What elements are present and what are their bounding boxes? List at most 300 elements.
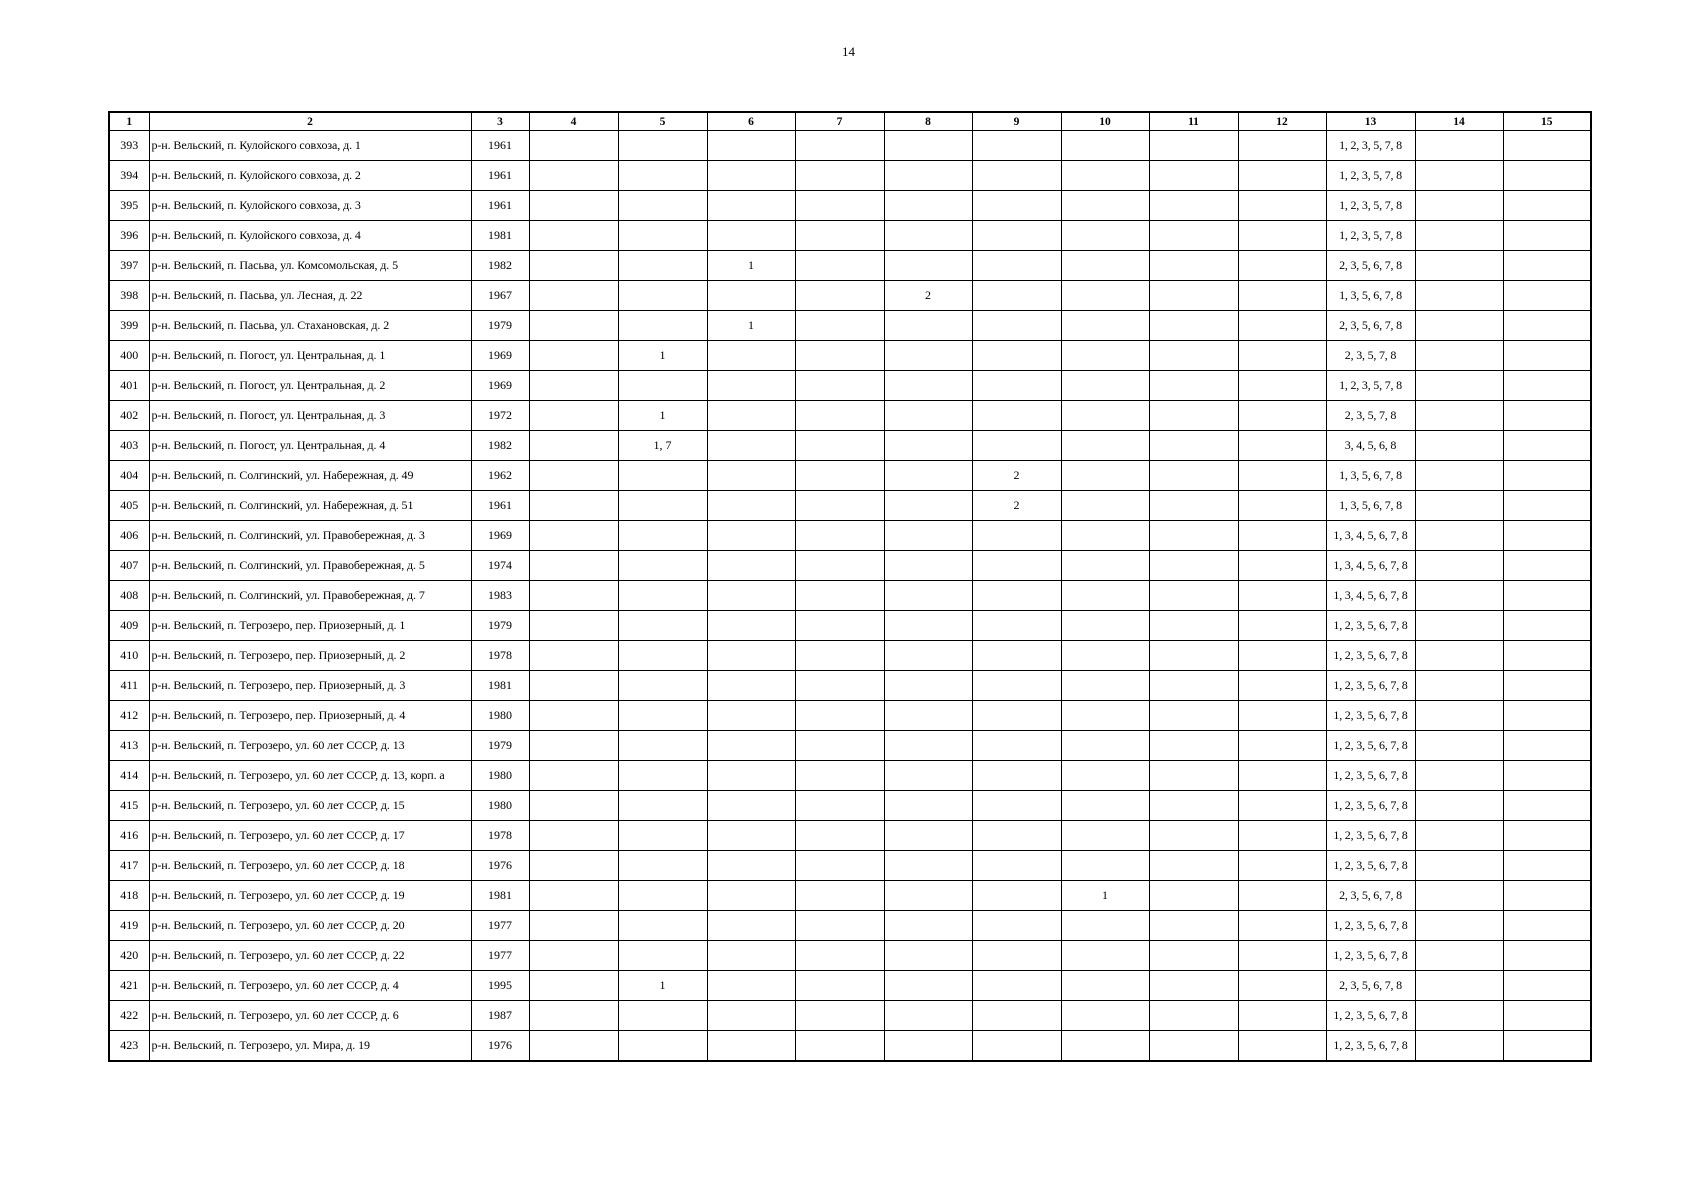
address-cell: р-н. Вельский, п. Тегрозеро, ул. 60 лет СССР, д. 19	[149, 881, 471, 911]
table-cell-col-11	[1149, 371, 1238, 401]
table-cell-col-15	[1503, 191, 1591, 221]
table-cell-col-6	[707, 1001, 795, 1031]
table-cell-col-4	[529, 911, 618, 941]
address-cell: р-н. Вельский, п. Тегрозеро, ул. 60 лет СССР, д. 17	[149, 821, 471, 851]
table-row	[109, 881, 1591, 911]
table-cell-col-12	[1238, 731, 1326, 761]
table-cell-col-15	[1503, 161, 1591, 191]
table-cell-col-4	[529, 161, 618, 191]
table-cell-col-9	[972, 881, 1061, 911]
table-cell-col-7	[795, 731, 884, 761]
table-cell-col-12	[1238, 191, 1326, 221]
table-cell-col-15	[1503, 641, 1591, 671]
table-cell-col-7	[795, 701, 884, 731]
table-cell-col-9	[972, 761, 1061, 791]
table-cell-col-12	[1238, 431, 1326, 461]
table-cell-col-10	[1061, 401, 1149, 431]
table-cell-col-12	[1238, 881, 1326, 911]
row-number-cell: 394	[109, 161, 149, 191]
table-cell-col-11	[1149, 941, 1238, 971]
table-cell-col-9	[972, 671, 1061, 701]
table-cell-col-11	[1149, 341, 1238, 371]
table-row	[109, 461, 1591, 491]
row-number-cell: 418	[109, 881, 149, 911]
table-cell-col-11	[1149, 131, 1238, 161]
table-cell-col-14	[1415, 641, 1503, 671]
table-cell-col-5: 1	[618, 971, 707, 1001]
table-cell-col-10	[1061, 521, 1149, 551]
year-cell: 1961	[471, 161, 529, 191]
table-cell-col-4	[529, 341, 618, 371]
table-cell-col-9	[972, 1001, 1061, 1031]
table-cell-col-12	[1238, 311, 1326, 341]
row-number-cell: 395	[109, 191, 149, 221]
table-cell-col-8	[884, 311, 972, 341]
table-cell-col-11	[1149, 761, 1238, 791]
table-cell-col-5	[618, 671, 707, 701]
codes-cell: 2, 3, 5, 7, 8	[1326, 401, 1415, 431]
table-cell-col-15	[1503, 881, 1591, 911]
table-cell-col-10	[1061, 1001, 1149, 1031]
table-cell-col-10	[1061, 551, 1149, 581]
table-row	[109, 311, 1591, 341]
row-number-cell: 421	[109, 971, 149, 1001]
column-header-1: 1	[109, 112, 149, 131]
table-row	[109, 581, 1591, 611]
table-cell-col-4	[529, 281, 618, 311]
codes-cell: 2, 3, 5, 6, 7, 8	[1326, 881, 1415, 911]
table-cell-col-14	[1415, 221, 1503, 251]
table-cell-col-15	[1503, 761, 1591, 791]
year-cell: 1976	[471, 1031, 529, 1062]
year-cell: 1980	[471, 701, 529, 731]
table-cell-col-9	[972, 401, 1061, 431]
table-cell-col-12	[1238, 641, 1326, 671]
table-cell-col-9	[972, 431, 1061, 461]
table-cell-col-6	[707, 221, 795, 251]
year-cell: 1987	[471, 1001, 529, 1031]
table-cell-col-7	[795, 581, 884, 611]
table-row	[109, 701, 1591, 731]
row-number-cell: 410	[109, 641, 149, 671]
table-cell-col-6	[707, 191, 795, 221]
table-cell-col-6	[707, 611, 795, 641]
table-cell-col-12	[1238, 1031, 1326, 1062]
column-header-12: 12	[1238, 112, 1326, 131]
table-cell-col-4	[529, 641, 618, 671]
table-row	[109, 611, 1591, 641]
table-cell-col-8	[884, 641, 972, 671]
table-cell-col-7	[795, 221, 884, 251]
table-cell-col-12	[1238, 611, 1326, 641]
row-number-cell: 405	[109, 491, 149, 521]
row-number-cell: 409	[109, 611, 149, 641]
year-cell: 1962	[471, 461, 529, 491]
table-cell-col-11	[1149, 191, 1238, 221]
table-row	[109, 1031, 1591, 1062]
table-cell-col-11	[1149, 701, 1238, 731]
table-cell-col-6	[707, 941, 795, 971]
table-cell-col-4	[529, 1031, 618, 1062]
year-cell: 1974	[471, 551, 529, 581]
table-cell-col-8	[884, 611, 972, 641]
column-header-14: 14	[1415, 112, 1503, 131]
table-cell-col-10	[1061, 161, 1149, 191]
table-cell-col-9	[972, 191, 1061, 221]
table-cell-col-4	[529, 611, 618, 641]
table-cell-col-9	[972, 581, 1061, 611]
table-cell-col-11	[1149, 281, 1238, 311]
table-cell-col-6: 1	[707, 251, 795, 281]
table-cell-col-5	[618, 1001, 707, 1031]
table-row	[109, 221, 1591, 251]
table-cell-col-11	[1149, 551, 1238, 581]
table-cell-col-8	[884, 1001, 972, 1031]
table-cell-col-7	[795, 191, 884, 221]
table-cell-col-9	[972, 341, 1061, 371]
table-cell-col-4	[529, 371, 618, 401]
table-cell-col-14	[1415, 821, 1503, 851]
table-cell-col-6	[707, 281, 795, 311]
address-cell: р-н. Вельский, п. Кулойского совхоза, д. 1	[149, 131, 471, 161]
column-header-13: 13	[1326, 112, 1415, 131]
table-cell-col-10	[1061, 611, 1149, 641]
year-cell: 1979	[471, 731, 529, 761]
table-cell-col-15	[1503, 671, 1591, 701]
table-cell-col-5: 1, 7	[618, 431, 707, 461]
table-cell-col-9: 2	[972, 461, 1061, 491]
table-cell-col-8	[884, 701, 972, 731]
table-cell-col-14	[1415, 1031, 1503, 1062]
column-header-8: 8	[884, 112, 972, 131]
table-cell-col-12	[1238, 341, 1326, 371]
row-number-cell: 399	[109, 311, 149, 341]
address-cell: р-н. Вельский, п. Тегрозеро, ул. Мира, д. 19	[149, 1031, 471, 1062]
row-number-cell: 411	[109, 671, 149, 701]
table-cell-col-14	[1415, 701, 1503, 731]
table-cell-col-5: 1	[618, 341, 707, 371]
table-cell-col-5	[618, 521, 707, 551]
table-row	[109, 131, 1591, 161]
table-cell-col-7	[795, 761, 884, 791]
table-cell-col-7	[795, 791, 884, 821]
column-header-9: 9	[972, 112, 1061, 131]
year-cell: 1978	[471, 641, 529, 671]
codes-cell: 1, 3, 4, 5, 6, 7, 8	[1326, 521, 1415, 551]
table-cell-col-4	[529, 821, 618, 851]
table-cell-col-4	[529, 851, 618, 881]
table-cell-col-10	[1061, 491, 1149, 521]
address-cell: р-н. Вельский, п. Пасьва, ул. Комсомольская, д. 5	[149, 251, 471, 281]
table-cell-col-8	[884, 521, 972, 551]
row-number-cell: 401	[109, 371, 149, 401]
table-cell-col-12	[1238, 971, 1326, 1001]
table-cell-col-6	[707, 731, 795, 761]
table-cell-col-14	[1415, 311, 1503, 341]
table-cell-col-9	[972, 791, 1061, 821]
column-header-4: 4	[529, 112, 618, 131]
table-cell-col-9	[972, 221, 1061, 251]
table-cell-col-7	[795, 311, 884, 341]
row-number-cell: 415	[109, 791, 149, 821]
address-cell: р-н. Вельский, п. Тегрозеро, ул. 60 лет СССР, д. 15	[149, 791, 471, 821]
table-cell-col-6	[707, 131, 795, 161]
table-cell-col-10	[1061, 641, 1149, 671]
row-number-cell: 406	[109, 521, 149, 551]
table-cell-col-15	[1503, 731, 1591, 761]
table-cell-col-4	[529, 761, 618, 791]
table-cell-col-14	[1415, 581, 1503, 611]
codes-cell: 1, 2, 3, 5, 6, 7, 8	[1326, 761, 1415, 791]
table-row	[109, 551, 1591, 581]
table-cell-col-4	[529, 551, 618, 581]
table-cell-col-9	[972, 251, 1061, 281]
table-cell-col-7	[795, 431, 884, 461]
table-cell-col-5	[618, 821, 707, 851]
table-cell-col-5	[618, 911, 707, 941]
table-cell-col-14	[1415, 1001, 1503, 1031]
table-cell-col-5	[618, 461, 707, 491]
table-body	[109, 131, 1591, 1062]
table-cell-col-15	[1503, 371, 1591, 401]
table-cell-col-9	[972, 611, 1061, 641]
address-cell: р-н. Вельский, п. Тегрозеро, пер. Приозерный, д. 3	[149, 671, 471, 701]
table-cell-col-11	[1149, 311, 1238, 341]
table-cell-col-5	[618, 371, 707, 401]
table-cell-col-6	[707, 641, 795, 671]
table-row	[109, 761, 1591, 791]
table-cell-col-7	[795, 551, 884, 581]
table-cell-col-7	[795, 941, 884, 971]
table-cell-col-5	[618, 761, 707, 791]
table-cell-col-8	[884, 851, 972, 881]
table-cell-col-14	[1415, 941, 1503, 971]
table-cell-col-4	[529, 221, 618, 251]
codes-cell: 1, 2, 3, 5, 6, 7, 8	[1326, 911, 1415, 941]
table-cell-col-8	[884, 911, 972, 941]
table-row	[109, 941, 1591, 971]
table-cell-col-12	[1238, 1001, 1326, 1031]
table-row	[109, 251, 1591, 281]
table-cell-col-9	[972, 641, 1061, 671]
year-cell: 1982	[471, 431, 529, 461]
table-cell-col-9	[972, 821, 1061, 851]
address-cell: р-н. Вельский, п. Солгинский, ул. Правобережная, д. 7	[149, 581, 471, 611]
table-cell-col-8	[884, 161, 972, 191]
table-cell-col-10	[1061, 581, 1149, 611]
table-cell-col-14	[1415, 671, 1503, 701]
table-cell-col-14	[1415, 761, 1503, 791]
address-cell: р-н. Вельский, п. Погост, ул. Центральная, д. 4	[149, 431, 471, 461]
table-cell-col-9	[972, 851, 1061, 881]
table-cell-col-6: 1	[707, 311, 795, 341]
table-cell-col-5: 1	[618, 401, 707, 431]
table-row	[109, 341, 1591, 371]
table-cell-col-6	[707, 701, 795, 731]
table-cell-col-7	[795, 341, 884, 371]
table-row	[109, 791, 1591, 821]
table-cell-col-11	[1149, 401, 1238, 431]
table-cell-col-12	[1238, 131, 1326, 161]
table-cell-col-15	[1503, 461, 1591, 491]
year-cell: 1981	[471, 221, 529, 251]
row-number-cell: 393	[109, 131, 149, 161]
table-cell-col-10	[1061, 191, 1149, 221]
table-cell-col-11	[1149, 851, 1238, 881]
table-cell-col-10	[1061, 461, 1149, 491]
address-cell: р-н. Вельский, п. Погост, ул. Центральная, д. 3	[149, 401, 471, 431]
table-cell-col-11	[1149, 911, 1238, 941]
codes-cell: 3, 4, 5, 6, 8	[1326, 431, 1415, 461]
table-cell-col-11	[1149, 611, 1238, 641]
table-cell-col-4	[529, 1001, 618, 1031]
table-cell-col-11	[1149, 731, 1238, 761]
codes-cell: 1, 2, 3, 5, 7, 8	[1326, 371, 1415, 401]
codes-cell: 1, 2, 3, 5, 6, 7, 8	[1326, 941, 1415, 971]
table-cell-col-5	[618, 191, 707, 221]
table-cell-col-15	[1503, 521, 1591, 551]
address-cell: р-н. Вельский, п. Солгинский, ул. Набережная, д. 51	[149, 491, 471, 521]
codes-cell: 1, 2, 3, 5, 6, 7, 8	[1326, 1031, 1415, 1062]
table-cell-col-7	[795, 641, 884, 671]
year-cell: 1981	[471, 671, 529, 701]
table-cell-col-9	[972, 521, 1061, 551]
table-row	[109, 431, 1591, 461]
table-cell-col-8	[884, 761, 972, 791]
address-cell: р-н. Вельский, п. Кулойского совхоза, д. 2	[149, 161, 471, 191]
table-cell-col-15	[1503, 1031, 1591, 1062]
table-cell-col-5	[618, 251, 707, 281]
table-cell-col-8	[884, 401, 972, 431]
table-cell-col-14	[1415, 191, 1503, 221]
page-number: 14	[842, 44, 855, 59]
address-cell: р-н. Вельский, п. Пасьва, ул. Стахановская, д. 2	[149, 311, 471, 341]
table-cell-col-10	[1061, 821, 1149, 851]
table-cell-col-9	[972, 281, 1061, 311]
address-cell: р-н. Вельский, п. Кулойского совхоза, д. 3	[149, 191, 471, 221]
year-cell: 1976	[471, 851, 529, 881]
address-cell: р-н. Вельский, п. Погост, ул. Центральная, д. 2	[149, 371, 471, 401]
table-cell-col-11	[1149, 221, 1238, 251]
table-cell-col-10	[1061, 971, 1149, 1001]
table-cell-col-11	[1149, 821, 1238, 851]
table-cell-col-8	[884, 821, 972, 851]
table-cell-col-10	[1061, 701, 1149, 731]
address-cell: р-н. Вельский, п. Погост, ул. Центральная, д. 1	[149, 341, 471, 371]
table-cell-col-5	[618, 1031, 707, 1062]
table-cell-col-12	[1238, 281, 1326, 311]
table-row	[109, 191, 1591, 221]
row-number-cell: 408	[109, 581, 149, 611]
table-cell-col-14	[1415, 251, 1503, 281]
table-cell-col-5	[618, 221, 707, 251]
table-cell-col-10	[1061, 941, 1149, 971]
codes-cell: 1, 2, 3, 5, 7, 8	[1326, 221, 1415, 251]
header-row	[109, 112, 1591, 131]
table-row	[109, 671, 1591, 701]
table-cell-col-14	[1415, 521, 1503, 551]
table-row	[109, 281, 1591, 311]
table-cell-col-8	[884, 341, 972, 371]
table-cell-col-10	[1061, 251, 1149, 281]
codes-cell: 1, 2, 3, 5, 6, 7, 8	[1326, 701, 1415, 731]
table-cell-col-15	[1503, 581, 1591, 611]
row-number-cell: 416	[109, 821, 149, 851]
column-header-6: 6	[707, 112, 795, 131]
table-cell-col-4	[529, 701, 618, 731]
table-row	[109, 971, 1591, 1001]
row-number-cell: 402	[109, 401, 149, 431]
table-cell-col-14	[1415, 401, 1503, 431]
table-cell-col-6	[707, 791, 795, 821]
table-cell-col-14	[1415, 341, 1503, 371]
table-cell-col-7	[795, 461, 884, 491]
table-cell-col-4	[529, 251, 618, 281]
year-cell: 1977	[471, 941, 529, 971]
table-cell-col-10	[1061, 851, 1149, 881]
table-cell-col-6	[707, 491, 795, 521]
table-cell-col-7	[795, 971, 884, 1001]
table-cell-col-6	[707, 971, 795, 1001]
table-cell-col-12	[1238, 911, 1326, 941]
address-cell: р-н. Вельский, п. Тегрозеро, ул. 60 лет СССР, д. 13, корп. а	[149, 761, 471, 791]
table-cell-col-6	[707, 581, 795, 611]
table-cell-col-15	[1503, 311, 1591, 341]
table-cell-col-9	[972, 371, 1061, 401]
table-cell-col-6	[707, 1031, 795, 1062]
table-cell-col-8	[884, 221, 972, 251]
year-cell: 1967	[471, 281, 529, 311]
row-number-cell: 396	[109, 221, 149, 251]
table-cell-col-12	[1238, 521, 1326, 551]
year-cell: 1979	[471, 611, 529, 641]
table-cell-col-12	[1238, 941, 1326, 971]
table-cell-col-10	[1061, 281, 1149, 311]
year-cell: 1969	[471, 521, 529, 551]
table-cell-col-8	[884, 191, 972, 221]
table-cell-col-14	[1415, 131, 1503, 161]
table-cell-col-7	[795, 671, 884, 701]
row-number-cell: 413	[109, 731, 149, 761]
table-row	[109, 161, 1591, 191]
table-cell-col-14	[1415, 491, 1503, 521]
table-cell-col-15	[1503, 431, 1591, 461]
column-header-7: 7	[795, 112, 884, 131]
table-cell-col-8	[884, 461, 972, 491]
table-cell-col-8	[884, 791, 972, 821]
table-cell-col-8	[884, 131, 972, 161]
table-cell-col-15	[1503, 131, 1591, 161]
table-cell-col-15	[1503, 281, 1591, 311]
table-cell-col-8	[884, 1031, 972, 1062]
table-cell-col-7	[795, 1031, 884, 1062]
table-cell-col-15	[1503, 551, 1591, 581]
table-cell-col-11	[1149, 251, 1238, 281]
table-cell-col-10	[1061, 761, 1149, 791]
table-cell-col-14	[1415, 851, 1503, 881]
table-cell-col-6	[707, 461, 795, 491]
table-cell-col-7	[795, 401, 884, 431]
table-cell-col-4	[529, 131, 618, 161]
row-number-cell: 417	[109, 851, 149, 881]
year-cell: 1961	[471, 191, 529, 221]
address-cell: р-н. Вельский, п. Тегрозеро, ул. 60 лет СССР, д. 13	[149, 731, 471, 761]
codes-cell: 1, 3, 5, 6, 7, 8	[1326, 461, 1415, 491]
table-cell-col-5	[618, 131, 707, 161]
year-cell: 1961	[471, 491, 529, 521]
year-cell: 1980	[471, 761, 529, 791]
table-cell-col-14	[1415, 791, 1503, 821]
